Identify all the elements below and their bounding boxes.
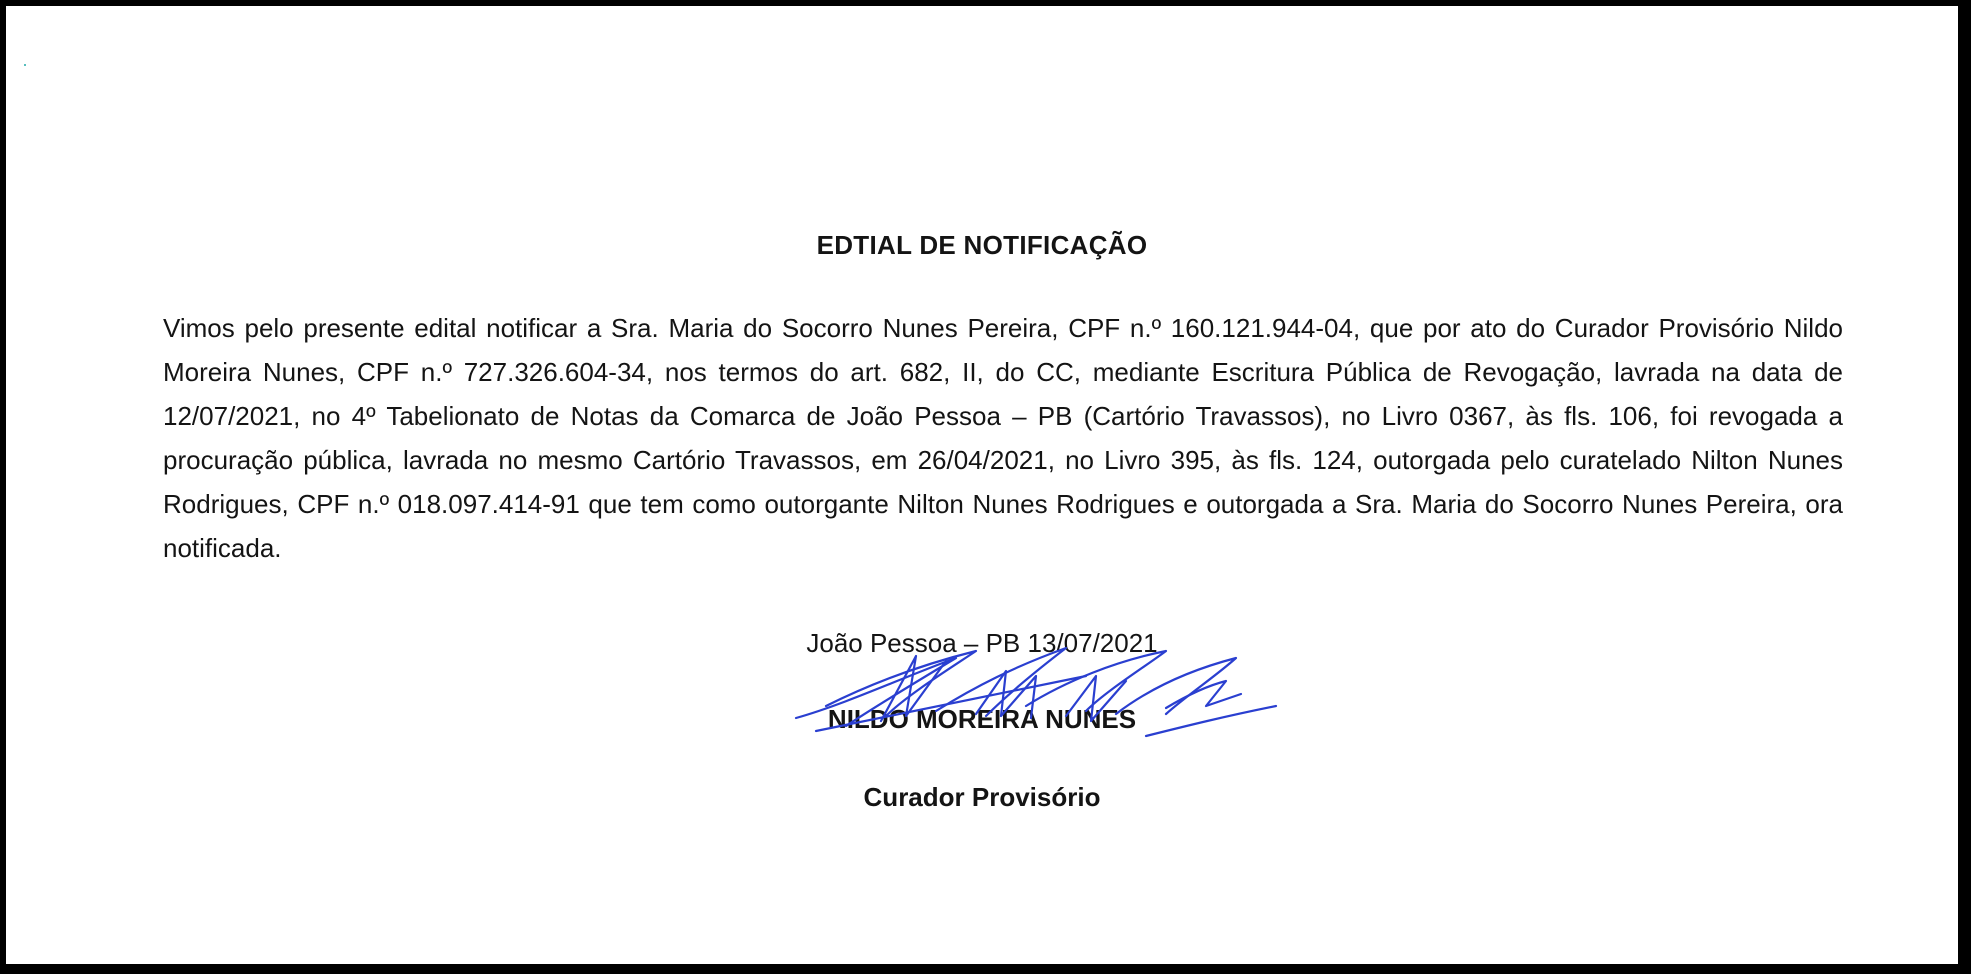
signer-role: Curador Provisório xyxy=(863,782,1101,812)
document-title: EDTIAL DE NOTIFICAÇÃO xyxy=(816,230,1148,260)
place-date: João Pessoa – PB 13/07/2021 xyxy=(806,628,1158,658)
document-page xyxy=(6,6,1958,964)
signer-name: NILDO MOREIRA NUNES xyxy=(827,704,1137,734)
scan-speck xyxy=(24,64,26,66)
notice-body: Vimos pelo presente edital notificar a Sra. Maria do Socorro Nunes Pereira, CPF n.º 160.121.944-04, que por ato do Curador Provisório Nildo Moreira Nunes, CPF n.º 727.326.604-34, nos termos do art. 682, II, do CC, mediante Escritura Pública de Revogação, lavrada na data de 12/07/2021, no 4º Tabelionato de Notas da Comarca de João Pessoa – PB (Cartório Travassos), no Livro 0367, às fls. 106, foi revogada a procuração pública, lavrada no mesmo Cartório Travassos, em 26/04/2021, no Livro 395, às fls. 124, outorgada pelo curatelado Nilton Nunes Rodrigues, CPF n.º 018.097.414-91 que tem como outorgante Nilton Nunes Rodrigues e outorgada a Sra. Maria do Socorro Nunes Pereira, ora notificada. xyxy=(163,313,1843,563)
